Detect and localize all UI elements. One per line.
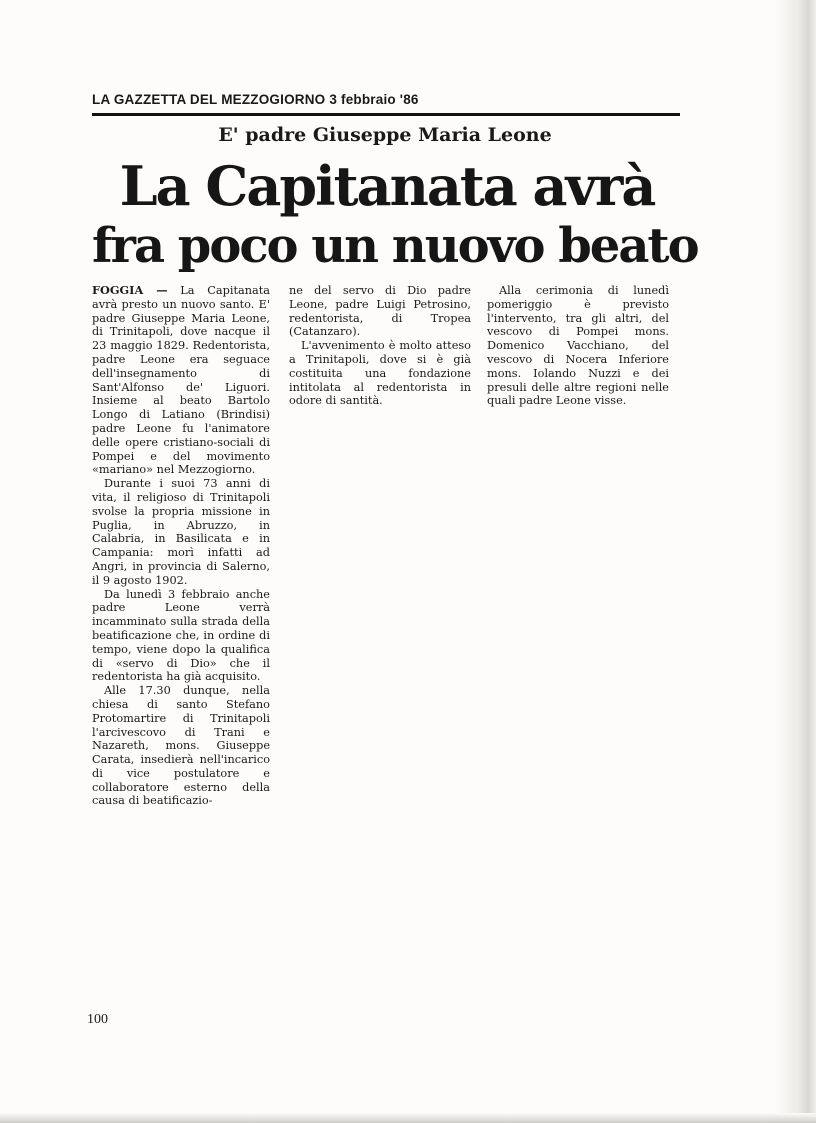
headline-line-2: fra poco un nuovo beato [92,218,698,274]
masthead-rule [92,113,680,116]
article-column-1 [92,284,270,808]
article-kicker: E' padre Giuseppe Maria Leone [218,124,552,146]
masthead [92,92,678,107]
headline-line-1: La Capitanata avrà [119,154,655,218]
paragraph: Alla cerimonia di lunedì pomeriggio è previsto l'intervento, tra gli altri, del vescovo di Pompei mons. Domenico Vacchiano, del vescovo di Nocera Inferiore mons. Iolando Nuzzi e dei presuli delle altre regioni nelle quali padre Leone visse. [487,284,669,408]
page-bottom-edge [0,1113,816,1123]
dateline: FOGGIA — [92,283,168,297]
paragraph [92,284,270,477]
article-column-3 [487,284,669,408]
paragraph-text: La Capitanata avrà presto un nuovo santo. E' padre Giuseppe Maria Leone, di Trinitapoli, dove nacque il 23 maggio 1829. Redentorista, padre Leone era seguace dell'insegnamento di Sant'Alfonso de' Liguori. Insieme al beato Bartolo Longo di Latiano (Brindisi) padre Leone fu l'animatore delle opere cristiano-sociali di Pompei e del movimento «mariano» nel Mezzogiorno. [92,284,271,477]
publication-date: 3 febbraio '86 [329,92,419,107]
paragraph: Durante i suoi 73 anni di vita, il religioso di Trinitapoli svolse la propria missione in Puglia, in Abruzzo, in Calabria, in Basilicata e in Campania: morì infatti ad Angri, in provincia di Salerno, il 9 agosto 1902. [92,477,270,587]
paragraph: Da lunedì 3 febbraio anche padre Leone verrà incamminato sulla strada della beatificazione che, in ordine di tempo, viene dopo la qualifica di «servo di Dio» che il redentorista ha già acquisito. [92,587,270,684]
paragraph: Alle 17.30 dunque, nella chiesa di santo Stefano Protomartire di Trinitapoli l'arcivescovo di Trani e Nazareth, mons. Giuseppe Carata, insedierà nell'incarico di vice postulatore e collaboratore esterno della causa di beatificazio- [92,684,270,808]
paragraph: L'avvenimento è molto atteso a Trinitapoli, dove si è già costituita una fondazione intitolata al redentorista in odore di santità. [289,339,471,408]
page-edge-shadow [776,0,816,1123]
newspaper-name: LA GAZZETTA DEL MEZZOGIORNO [92,92,326,107]
page-number: 100 [87,1012,108,1027]
paragraph: ne del servo di Dio padre Leone, padre Luigi Petrosino, redentorista, di Tropea (Catanzaro). [289,284,471,339]
article-column-2 [289,284,471,408]
